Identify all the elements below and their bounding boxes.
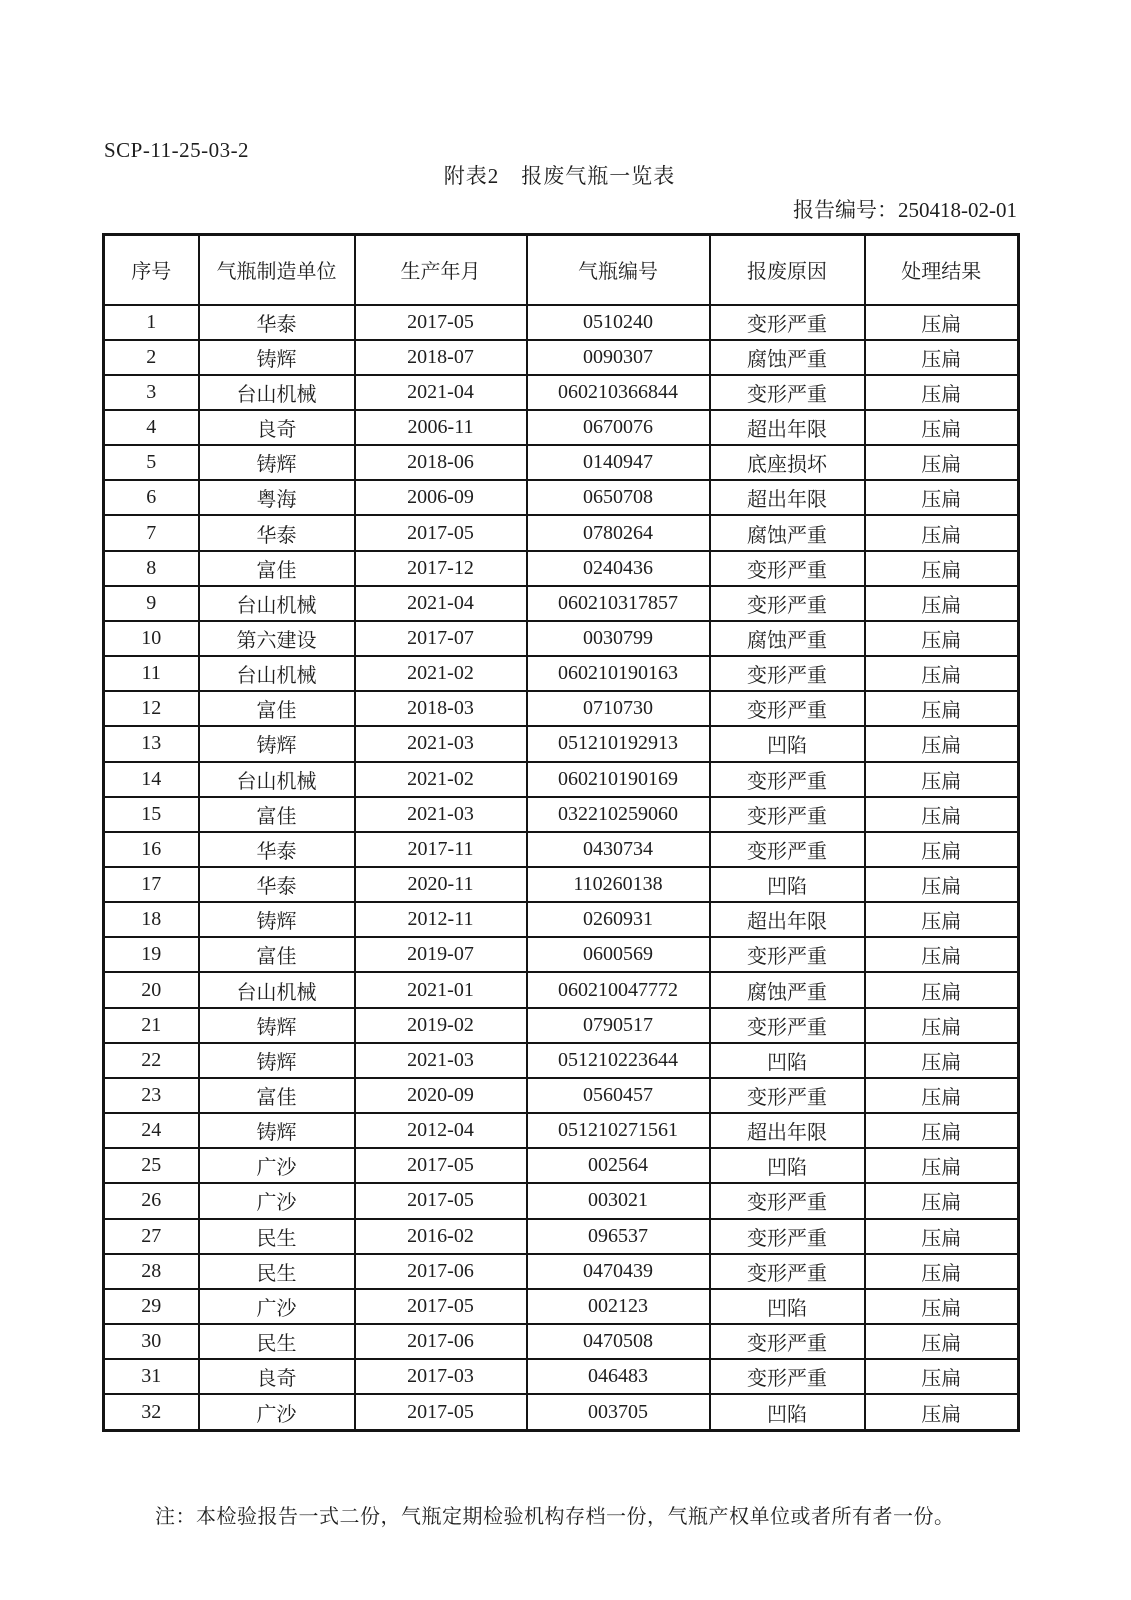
cell-serial-number: 31 bbox=[104, 1359, 199, 1394]
table-row bbox=[104, 1254, 1019, 1289]
cell-scrap-reason: 凹陷 bbox=[710, 1394, 865, 1430]
cell-serial-number: 30 bbox=[104, 1324, 199, 1359]
cell-production-date: 2017-05 bbox=[355, 1183, 527, 1218]
cell-production-date: 2012-04 bbox=[355, 1113, 527, 1148]
cell-scrap-reason: 变形严重 bbox=[710, 832, 865, 867]
report-number-line bbox=[102, 194, 1017, 224]
column-header-production-date: 生产年月 bbox=[355, 235, 527, 305]
cell-manufacturer: 民生 bbox=[199, 1219, 355, 1254]
cell-production-date: 2017-05 bbox=[355, 515, 527, 550]
cell-scrap-reason: 变形严重 bbox=[710, 1324, 865, 1359]
cell-cylinder-number: 0090307 bbox=[527, 340, 710, 375]
table-row bbox=[104, 1008, 1019, 1043]
table-row bbox=[104, 375, 1019, 410]
cell-production-date: 2020-09 bbox=[355, 1078, 527, 1113]
cell-production-date: 2017-05 bbox=[355, 305, 527, 340]
cell-production-date: 2018-03 bbox=[355, 691, 527, 726]
cell-serial-number: 9 bbox=[104, 586, 199, 621]
cell-cylinder-number: 0470439 bbox=[527, 1254, 710, 1289]
cell-scrap-reason: 变形严重 bbox=[710, 1359, 865, 1394]
cell-manufacturer: 华泰 bbox=[199, 832, 355, 867]
column-header-cylinder-number: 气瓶编号 bbox=[527, 235, 710, 305]
cell-cylinder-number: 060210317857 bbox=[527, 586, 710, 621]
cell-disposal-result: 压扁 bbox=[865, 832, 1019, 867]
cell-cylinder-number: 0140947 bbox=[527, 445, 710, 480]
cell-manufacturer: 良奇 bbox=[199, 1359, 355, 1394]
cell-disposal-result: 压扁 bbox=[865, 586, 1019, 621]
column-header-scrap-reason: 报废原因 bbox=[710, 235, 865, 305]
cell-production-date: 2020-11 bbox=[355, 867, 527, 902]
cell-serial-number: 15 bbox=[104, 797, 199, 832]
cell-cylinder-number: 0650708 bbox=[527, 480, 710, 515]
cell-cylinder-number: 002564 bbox=[527, 1148, 710, 1183]
table-row bbox=[104, 762, 1019, 797]
cell-production-date: 2017-12 bbox=[355, 551, 527, 586]
cell-manufacturer: 台山机械 bbox=[199, 375, 355, 410]
cell-cylinder-number: 0510240 bbox=[527, 305, 710, 340]
cell-production-date: 2016-02 bbox=[355, 1219, 527, 1254]
cell-production-date: 2017-03 bbox=[355, 1359, 527, 1394]
cell-cylinder-number: 003021 bbox=[527, 1183, 710, 1218]
cell-scrap-reason: 腐蚀严重 bbox=[710, 972, 865, 1007]
table-row bbox=[104, 1078, 1019, 1113]
cell-scrap-reason: 腐蚀严重 bbox=[710, 621, 865, 656]
table-row bbox=[104, 656, 1019, 691]
cell-cylinder-number: 0710730 bbox=[527, 691, 710, 726]
cell-cylinder-number: 0240436 bbox=[527, 551, 710, 586]
table-row bbox=[104, 972, 1019, 1007]
cell-disposal-result: 压扁 bbox=[865, 480, 1019, 515]
table-row bbox=[104, 340, 1019, 375]
cell-production-date: 2006-09 bbox=[355, 480, 527, 515]
table-row bbox=[104, 1183, 1019, 1218]
cell-disposal-result: 压扁 bbox=[865, 1043, 1019, 1078]
cell-cylinder-number: 002123 bbox=[527, 1289, 710, 1324]
cell-disposal-result: 压扁 bbox=[865, 375, 1019, 410]
table-row bbox=[104, 797, 1019, 832]
cell-disposal-result: 压扁 bbox=[865, 1254, 1019, 1289]
cell-disposal-result: 压扁 bbox=[865, 515, 1019, 550]
cell-disposal-result: 压扁 bbox=[865, 972, 1019, 1007]
cell-scrap-reason: 变形严重 bbox=[710, 797, 865, 832]
cell-scrap-reason: 变形严重 bbox=[710, 1078, 865, 1113]
table-header bbox=[104, 235, 1019, 305]
table-row bbox=[104, 305, 1019, 340]
cell-serial-number: 22 bbox=[104, 1043, 199, 1078]
cell-serial-number: 27 bbox=[104, 1219, 199, 1254]
cell-production-date: 2021-04 bbox=[355, 586, 527, 621]
cell-scrap-reason: 变形严重 bbox=[710, 1254, 865, 1289]
cell-disposal-result: 压扁 bbox=[865, 1289, 1019, 1324]
cell-scrap-reason: 变形严重 bbox=[710, 937, 865, 972]
table-row bbox=[104, 1043, 1019, 1078]
cell-production-date: 2019-07 bbox=[355, 937, 527, 972]
cell-production-date: 2017-05 bbox=[355, 1148, 527, 1183]
table-row bbox=[104, 1359, 1019, 1394]
cell-manufacturer: 铸辉 bbox=[199, 340, 355, 375]
table-header-row bbox=[104, 235, 1019, 305]
cell-manufacturer: 铸辉 bbox=[199, 902, 355, 937]
cell-disposal-result: 压扁 bbox=[865, 1394, 1019, 1430]
cell-scrap-reason: 变形严重 bbox=[710, 691, 865, 726]
column-header-manufacturer: 气瓶制造单位 bbox=[199, 235, 355, 305]
cell-cylinder-number: 0030799 bbox=[527, 621, 710, 656]
cell-serial-number: 6 bbox=[104, 480, 199, 515]
cell-cylinder-number: 110260138 bbox=[527, 867, 710, 902]
cell-cylinder-number: 060210190169 bbox=[527, 762, 710, 797]
cell-scrap-reason: 凹陷 bbox=[710, 726, 865, 761]
cell-manufacturer: 铸辉 bbox=[199, 1043, 355, 1078]
cell-serial-number: 21 bbox=[104, 1008, 199, 1043]
cell-serial-number: 25 bbox=[104, 1148, 199, 1183]
cell-production-date: 2018-06 bbox=[355, 445, 527, 480]
cell-disposal-result: 压扁 bbox=[865, 340, 1019, 375]
cell-manufacturer: 富佳 bbox=[199, 551, 355, 586]
cell-manufacturer: 台山机械 bbox=[199, 972, 355, 1007]
cell-disposal-result: 压扁 bbox=[865, 1148, 1019, 1183]
table-row bbox=[104, 551, 1019, 586]
cell-manufacturer: 粤海 bbox=[199, 480, 355, 515]
footer-note: 注：本检验报告一式二份，气瓶定期检验机构存档一份，气瓶产权单位或者所有者一份。 bbox=[155, 1506, 955, 1528]
cell-disposal-result: 压扁 bbox=[865, 445, 1019, 480]
cell-serial-number: 29 bbox=[104, 1289, 199, 1324]
table-body bbox=[104, 305, 1019, 1431]
cell-disposal-result: 压扁 bbox=[865, 1113, 1019, 1148]
cell-scrap-reason: 凹陷 bbox=[710, 1148, 865, 1183]
cell-production-date: 2017-11 bbox=[355, 832, 527, 867]
cell-cylinder-number: 060210366844 bbox=[527, 375, 710, 410]
cell-production-date: 2019-02 bbox=[355, 1008, 527, 1043]
cell-production-date: 2017-07 bbox=[355, 621, 527, 656]
cell-cylinder-number: 046483 bbox=[527, 1359, 710, 1394]
cell-scrap-reason: 底座损坏 bbox=[710, 445, 865, 480]
scrapped-cylinders-table bbox=[102, 233, 1020, 1432]
cell-manufacturer: 民生 bbox=[199, 1254, 355, 1289]
cell-disposal-result: 压扁 bbox=[865, 1078, 1019, 1113]
cell-cylinder-number: 0600569 bbox=[527, 937, 710, 972]
table-row bbox=[104, 1113, 1019, 1148]
cell-manufacturer: 广沙 bbox=[199, 1394, 355, 1430]
cell-scrap-reason: 超出年限 bbox=[710, 410, 865, 445]
cell-production-date: 2021-03 bbox=[355, 726, 527, 761]
cell-serial-number: 18 bbox=[104, 902, 199, 937]
cell-serial-number: 14 bbox=[104, 762, 199, 797]
cell-serial-number: 8 bbox=[104, 551, 199, 586]
cell-manufacturer: 台山机械 bbox=[199, 586, 355, 621]
cell-scrap-reason: 凹陷 bbox=[710, 1043, 865, 1078]
cell-serial-number: 32 bbox=[104, 1394, 199, 1430]
cell-production-date: 2021-03 bbox=[355, 1043, 527, 1078]
cell-disposal-result: 压扁 bbox=[865, 797, 1019, 832]
cell-production-date: 2017-06 bbox=[355, 1324, 527, 1359]
cell-production-date: 2021-01 bbox=[355, 972, 527, 1007]
cell-cylinder-number: 060210047772 bbox=[527, 972, 710, 1007]
cell-serial-number: 26 bbox=[104, 1183, 199, 1218]
cell-scrap-reason: 变形严重 bbox=[710, 305, 865, 340]
cell-serial-number: 19 bbox=[104, 937, 199, 972]
cell-cylinder-number: 0560457 bbox=[527, 1078, 710, 1113]
cell-disposal-result: 压扁 bbox=[865, 691, 1019, 726]
cell-scrap-reason: 变形严重 bbox=[710, 551, 865, 586]
cell-manufacturer: 铸辉 bbox=[199, 1008, 355, 1043]
cell-disposal-result: 压扁 bbox=[865, 551, 1019, 586]
table-row bbox=[104, 515, 1019, 550]
cell-production-date: 2018-07 bbox=[355, 340, 527, 375]
cell-scrap-reason: 变形严重 bbox=[710, 762, 865, 797]
cell-production-date: 2021-02 bbox=[355, 656, 527, 691]
cell-scrap-reason: 变形严重 bbox=[710, 586, 865, 621]
cell-manufacturer: 台山机械 bbox=[199, 656, 355, 691]
page-title: 附表2 报废气瓶一览表 bbox=[443, 164, 676, 188]
table-row bbox=[104, 480, 1019, 515]
cell-disposal-result: 压扁 bbox=[865, 621, 1019, 656]
cell-manufacturer: 第六建设 bbox=[199, 621, 355, 656]
cell-cylinder-number: 051210192913 bbox=[527, 726, 710, 761]
cell-cylinder-number: 0470508 bbox=[527, 1324, 710, 1359]
table-row bbox=[104, 867, 1019, 902]
cell-cylinder-number: 032210259060 bbox=[527, 797, 710, 832]
cell-serial-number: 17 bbox=[104, 867, 199, 902]
cell-scrap-reason: 变形严重 bbox=[710, 1008, 865, 1043]
cell-cylinder-number: 0430734 bbox=[527, 832, 710, 867]
column-header-disposal-result: 处理结果 bbox=[865, 235, 1019, 305]
cell-production-date: 2021-03 bbox=[355, 797, 527, 832]
table-row bbox=[104, 726, 1019, 761]
cell-manufacturer: 铸辉 bbox=[199, 1113, 355, 1148]
cell-manufacturer: 铸辉 bbox=[199, 726, 355, 761]
cell-scrap-reason: 腐蚀严重 bbox=[710, 340, 865, 375]
cell-disposal-result: 压扁 bbox=[865, 410, 1019, 445]
cell-production-date: 2006-11 bbox=[355, 410, 527, 445]
cell-disposal-result: 压扁 bbox=[865, 305, 1019, 340]
cell-serial-number: 1 bbox=[104, 305, 199, 340]
cell-disposal-result: 压扁 bbox=[865, 762, 1019, 797]
cell-disposal-result: 压扁 bbox=[865, 1359, 1019, 1394]
cell-cylinder-number: 051210271561 bbox=[527, 1113, 710, 1148]
table-row bbox=[104, 1219, 1019, 1254]
cell-serial-number: 5 bbox=[104, 445, 199, 480]
cell-production-date: 2021-02 bbox=[355, 762, 527, 797]
cell-serial-number: 3 bbox=[104, 375, 199, 410]
cell-disposal-result: 压扁 bbox=[865, 867, 1019, 902]
cell-manufacturer: 富佳 bbox=[199, 797, 355, 832]
cell-manufacturer: 广沙 bbox=[199, 1148, 355, 1183]
table-row bbox=[104, 1148, 1019, 1183]
cell-disposal-result: 压扁 bbox=[865, 1183, 1019, 1218]
cell-cylinder-number: 0260931 bbox=[527, 902, 710, 937]
cell-serial-number: 11 bbox=[104, 656, 199, 691]
cell-serial-number: 13 bbox=[104, 726, 199, 761]
table-row bbox=[104, 621, 1019, 656]
cell-manufacturer: 民生 bbox=[199, 1324, 355, 1359]
cell-manufacturer: 华泰 bbox=[199, 867, 355, 902]
cell-production-date: 2017-05 bbox=[355, 1394, 527, 1430]
cell-serial-number: 16 bbox=[104, 832, 199, 867]
cell-serial-number: 23 bbox=[104, 1078, 199, 1113]
cell-scrap-reason: 超出年限 bbox=[710, 480, 865, 515]
table-row bbox=[104, 691, 1019, 726]
cell-manufacturer: 台山机械 bbox=[199, 762, 355, 797]
cell-cylinder-number: 051210223644 bbox=[527, 1043, 710, 1078]
cell-scrap-reason: 腐蚀严重 bbox=[710, 515, 865, 550]
cell-manufacturer: 富佳 bbox=[199, 691, 355, 726]
cell-disposal-result: 压扁 bbox=[865, 902, 1019, 937]
cell-disposal-result: 压扁 bbox=[865, 726, 1019, 761]
cell-serial-number: 28 bbox=[104, 1254, 199, 1289]
cell-manufacturer: 富佳 bbox=[199, 937, 355, 972]
cell-scrap-reason: 变形严重 bbox=[710, 1219, 865, 1254]
table-row bbox=[104, 410, 1019, 445]
cell-cylinder-number: 0790517 bbox=[527, 1008, 710, 1043]
cell-cylinder-number: 0670076 bbox=[527, 410, 710, 445]
cell-serial-number: 7 bbox=[104, 515, 199, 550]
table-row bbox=[104, 445, 1019, 480]
cell-serial-number: 24 bbox=[104, 1113, 199, 1148]
table-row bbox=[104, 937, 1019, 972]
table-row bbox=[104, 902, 1019, 937]
table-row bbox=[104, 1289, 1019, 1324]
cell-cylinder-number: 003705 bbox=[527, 1394, 710, 1430]
cell-scrap-reason: 超出年限 bbox=[710, 902, 865, 937]
cell-scrap-reason: 变形严重 bbox=[710, 375, 865, 410]
cell-manufacturer: 华泰 bbox=[199, 515, 355, 550]
cell-disposal-result: 压扁 bbox=[865, 1008, 1019, 1043]
cell-serial-number: 10 bbox=[104, 621, 199, 656]
cell-manufacturer: 广沙 bbox=[199, 1183, 355, 1218]
cell-serial-number: 2 bbox=[104, 340, 199, 375]
table-row bbox=[104, 832, 1019, 867]
cell-disposal-result: 压扁 bbox=[865, 1219, 1019, 1254]
cell-manufacturer: 良奇 bbox=[199, 410, 355, 445]
cell-scrap-reason: 凹陷 bbox=[710, 867, 865, 902]
cell-scrap-reason: 超出年限 bbox=[710, 1113, 865, 1148]
cell-cylinder-number: 096537 bbox=[527, 1219, 710, 1254]
cell-disposal-result: 压扁 bbox=[865, 656, 1019, 691]
table-row bbox=[104, 1394, 1019, 1430]
cell-serial-number: 20 bbox=[104, 972, 199, 1007]
cell-production-date: 2017-06 bbox=[355, 1254, 527, 1289]
cell-cylinder-number: 060210190163 bbox=[527, 656, 710, 691]
report-number-value: 250418-02-01 bbox=[898, 198, 1017, 222]
cell-serial-number: 4 bbox=[104, 410, 199, 445]
column-header-serial-number: 序号 bbox=[104, 235, 199, 305]
table-row bbox=[104, 586, 1019, 621]
cell-cylinder-number: 0780264 bbox=[527, 515, 710, 550]
cell-production-date: 2017-05 bbox=[355, 1289, 527, 1324]
cell-serial-number: 12 bbox=[104, 691, 199, 726]
cell-production-date: 2012-11 bbox=[355, 902, 527, 937]
cell-manufacturer: 广沙 bbox=[199, 1289, 355, 1324]
cell-manufacturer: 富佳 bbox=[199, 1078, 355, 1113]
table-row bbox=[104, 1324, 1019, 1359]
document-code: SCP-11-25-03-2 bbox=[104, 138, 250, 162]
cell-manufacturer: 铸辉 bbox=[199, 445, 355, 480]
cell-scrap-reason: 凹陷 bbox=[710, 1289, 865, 1324]
cell-disposal-result: 压扁 bbox=[865, 937, 1019, 972]
report-number-label: 报告编号： bbox=[793, 198, 898, 222]
cell-production-date: 2021-04 bbox=[355, 375, 527, 410]
cell-scrap-reason: 变形严重 bbox=[710, 656, 865, 691]
cell-disposal-result: 压扁 bbox=[865, 1324, 1019, 1359]
cell-scrap-reason: 变形严重 bbox=[710, 1183, 865, 1218]
cell-manufacturer: 华泰 bbox=[199, 305, 355, 340]
